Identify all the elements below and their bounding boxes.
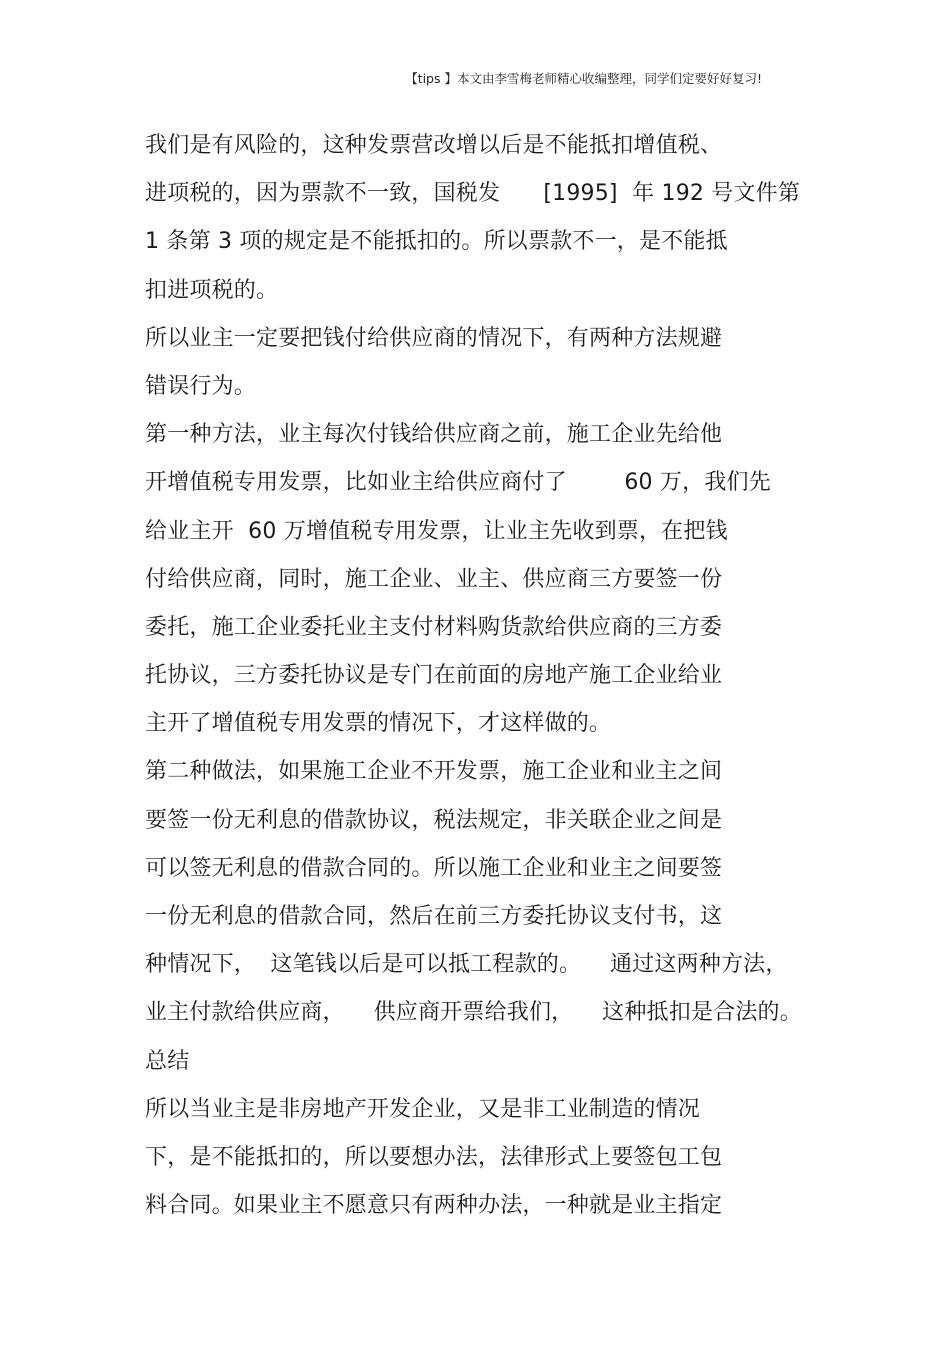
- text-line: 料合同。如果业主不愿意只有两种办法，一种就是业主指定: [145, 1193, 723, 1219]
- text-line: 第一种方法，业主每次付钱给供应商之前，施工企业先给他: [145, 422, 723, 448]
- text-line: 给业主开 60 万增值税专用发票，让业主先收到票，在把钱: [145, 518, 728, 544]
- document-body: [145, 122, 825, 1230]
- text-line: 所以业主一定要把钱付给供应商的情况下，有两种方法规避: [145, 325, 723, 351]
- text-line: 主开了增值税专用发票的情况下，才这样做的。: [145, 711, 612, 737]
- text-line: 委托，施工企业委托业主支付材料购货款给供应商的三方委: [145, 614, 723, 640]
- header-tips-note: 【tips 】本文由李雪梅老师精心收编整理，同学们定要好好复习!: [405, 71, 762, 86]
- text-line: 开增值税专用发票，比如业主给供应商付了 60 万，我们先: [145, 470, 771, 496]
- text-line: 扣进项税的。: [145, 277, 279, 303]
- text-line: 要签一份无利息的借款协议，税法规定，非关联企业之间是: [145, 807, 723, 833]
- text-line: 我们是有风险的，这种发票营改增以后是不能抵扣增值税、: [145, 133, 723, 158]
- text-line: 1 条第 3 项的规定是不能抵扣的。所以票款不一，是不能抵: [145, 229, 728, 255]
- text-line: 付给供应商，同时，施工企业、业主、供应商三方要签一份: [145, 566, 723, 592]
- text-line: 可以签无利息的借款合同的。所以施工企业和业主之间要签: [145, 855, 723, 881]
- text-line: 错误行为。: [145, 373, 257, 399]
- text-line: 业主付款给供应商， 供应商开票给我们， 这种抵扣是合法的。: [145, 1000, 802, 1026]
- section-heading-summary: 总结: [145, 1048, 190, 1074]
- text-line: 下，是不能抵扣的，所以要想办法，法律形式上要签包工包: [145, 1144, 723, 1170]
- text-line: 第二种做法，如果施工企业不开发票，施工企业和业主之间: [145, 759, 723, 785]
- text-line: 种情况下， 这笔钱以后是可以抵工程款的。 通过这两种方法，: [145, 952, 788, 978]
- text-line: 进项税的，因为票款不一致，国税发 [1995] 年 192 号文件第: [145, 181, 801, 207]
- text-line: 所以当业主是非房地产开发企业，又是非工业制造的情况: [145, 1096, 701, 1122]
- text-line: 托协议，三方委托协议是专门在前面的房地产施工企业给业: [145, 663, 723, 689]
- text-line: 一份无利息的借款合同，然后在前三方委托协议支付书，这: [145, 904, 723, 929]
